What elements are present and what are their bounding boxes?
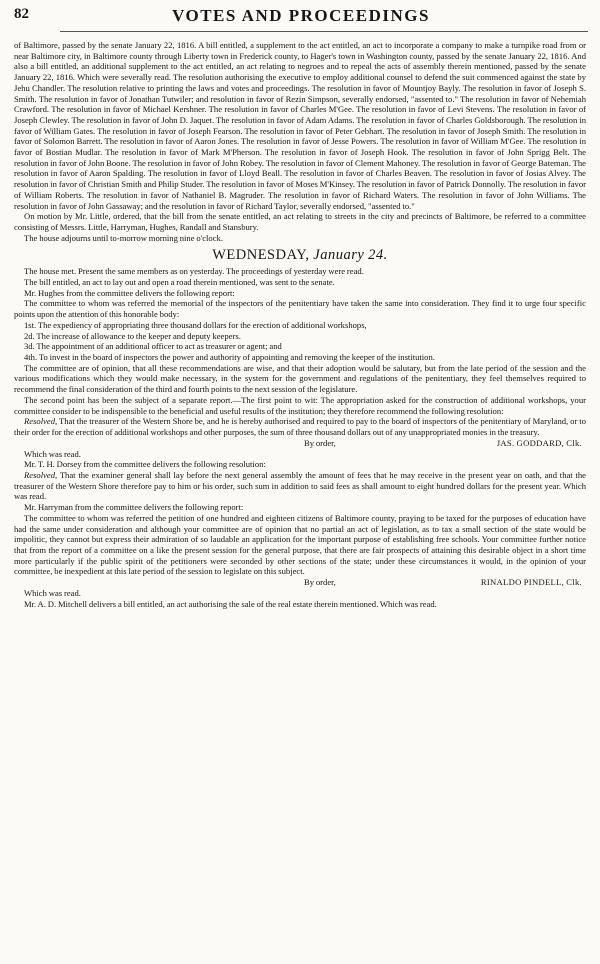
day-heading-day: WEDNESDAY, <box>212 247 310 264</box>
adjournment-line: The house adjourns until to-morrow morning nine o'clock. <box>24 232 223 243</box>
petition-report-paragraph: The committee to whom was referred the petition of one hundred and eighteen citizens of Baltimore county, praying to be taxed for the purposes of education have had the same under consideration and although your committee are of opinion that no partial an act of legislation, as to tax a small section of the state would be impolitic, they cannot but express their admiration of so laudable an application for the important purpose of establishing free schools. Your committee further notice that from the report of a committee on a like the present session for the general purpose, that there are fair prospects of attaining this desirable object in a short time more particularly if the public spirit of the petitioners were seconded by other sections of the state; under these circumstances it would, in the opinion of your committee, be inexpedient at this late period of the session to legislate on this subject. <box>14 512 586 577</box>
opening-paragraph: of Baltimore, passed by the senate January 22, 1816. A bill entitled, a supplement to the act entitled, an act to incorporate a company to make a turnpike road from or near Baltimore city, in Baltimore county through Liberty town in Frederick county, to Hager's town in Washington county, passed by the senate January 22, 1816. And also a bill entitled, an additional supplement to the act entitled, an act relating to negroes and to repeal the acts of assembly therein mentioned, passed by the senate January 22, 1816. Which were severally read. The resolution authorising the executive to employ additional counsel to defend the suit commenced against the state by Jehu Chandler. The resolution relative to printing the laws and votes and proceedings. The resolution in favor of Mountjoy Bayly. The resolution in favor of Joseph S. Smith. The resolution in favor of Jonathan Tutwiler; and resolution in favor of Rezin Simpson, severally endorsed, "assented to." The resolution in favor of Nehemiah Crawford. The resolution in favor of Michael Kershner. The resolution in favor of Charles M'Gee. The resolution in favor of Levi Stevens. The resolution in favor of Joseph Clewley. The resolution in favor of John D. Jaquet. The resolution in favor of Adam Adams. The resolution in favor of Charles Goldsborough. The resolution in favor of William Gates. The resolution in favor of Joseph Fearson. The resolution in favor of Peter Gebhart. The resolution in favor of Joseph Smith. The resolution in favor of Solomon Barrett. The resolution in favor of Aaron Jones. The resolution in favor of Jesse Powers. The resolution in favor of William M'Gee. The resolution in favor of Bostian Mudlar. The resolution in favor of Mark M'Pherson. The resolution in favor of Joseph Hook. The resolution in favor of John Sprigg Belt. The resolution in favor of John Boone. The resolution in favor of John Robey. The resolution in favor of Clement Mahoney. The resolution in favor of George Bateman. The resolution in favor of Aaron Spalding. The resolution in favor of Lloyd Beall. The resolution in favor of Charles Beaven. The resolution in favor of Josias Alvey. The resolution in favor of Christian Smith and Philip Studer. The resolution in favor of Moses M'Kinsey. The resolution in favor of Patrick Donnolly. The resolution in favor of William Roberts. The resolution in favor of Nathaniel B. Magruder. The resolution in favor of Richard Waters. The resolution in favor of John Williams. The resolution in favor of John Gassaway; and the resolution in favor of Richard Taylor, severally endorsed, "assented to." <box>14 40 586 211</box>
signature-line <box>14 438 586 449</box>
second-point-paragraph: The second point has been the subject of a separate report.—The first point to wit: The appropriation asked for the construction of additional workshops, your committee consider to be indispensible to the beneficial and useful results of the institution; they therefore recommend the following resolution: <box>14 394 586 416</box>
bill-sent-line: The bill entitled, an act to lay out and open a road therein mentioned, was sent to the senate. <box>24 277 335 288</box>
resolved-text: That the treasurer of the Western Shore be, and he is hereby authorised and required to pay to the board of inspectors of the penitentiary of Maryland, or to their order for the erection of additional workshops and other purposes, the sum of three thousand dollars out of any unappropriated monies in the treasury. <box>14 416 586 437</box>
harryman-intro-line: Mr. Harryman from the committee delivers the following report: <box>24 502 244 513</box>
motion-paragraph: On motion by Mr. Little, ordered, that the bill from the senate entitled, an act relating to streets in the city and precincts of Baltimore, be referred to a committee consisting of Messrs. Little, Harryman, Hughes, Randall and Stansbury. <box>14 211 586 232</box>
resolution-paragraph <box>14 470 586 502</box>
resolved-label: Resolved, <box>24 470 58 481</box>
dorsey-intro-line: Mr. T. H. Dorsey from the committee delivers the following resolution: <box>24 459 266 470</box>
which-was-read: Which was read. <box>24 588 81 599</box>
point-item: 1st. The expediency of appropriating three thousand dollars for the erection of additional workshops, <box>24 319 367 330</box>
mitchell-bill-line: Mr. A. D. Mitchell delivers a bill entitled, an act authorising the sale of the real estate therein mentioned. Which was read. <box>24 598 437 609</box>
running-title: VOTES AND PROCEEDINGS <box>172 6 430 25</box>
point-item: 2d. The increase of allowance to the keeper and deputy keepers. <box>24 330 241 341</box>
clerk-signature: JAS. GODDARD, Clk. <box>496 437 582 448</box>
day-heading-date: January 24. <box>313 247 388 264</box>
clerk-signature: RINALDO PINDELL, Clk. <box>480 577 582 588</box>
page-number: 82 <box>14 6 29 22</box>
resolved-label: Resolved, <box>24 416 58 427</box>
point-item: 4th. To invest in the board of inspectors the power and authority of appointing and removing the keeper of the institution. <box>24 351 435 362</box>
resolved-text: That the examiner general shall lay before the next general assembly the amount of fees that he may receive in the present year on oath, and that the treasurer of the Western Shore therefore pay to him or his order, such sum in addition to said fees as shall amount to eight hundred dollars for the present year. Which was read. <box>14 470 586 502</box>
page-header <box>14 6 588 28</box>
point-item: 3d. The appointment of an additional officer to act as treasurer or agent; and <box>24 341 282 352</box>
resolution-paragraph <box>14 416 586 437</box>
house-met-line: The house met. Present the same members as on yesterday. The proceedings of yesterday were read. <box>24 266 364 277</box>
opinion-paragraph: The committee are of opinion, that all these recommendations are wise, and that their adoption would be salutary, but from the late period of the session and the various modifications which they would make necessary, in the system for the government and regulations of the penitentiary, they feel themselves required to recommend the final consideration of the third and fourth points to the next session of the legislature. <box>14 362 586 395</box>
day-heading <box>14 247 586 263</box>
header-rule <box>60 31 588 32</box>
body-text <box>14 40 586 609</box>
by-order: By order, <box>304 577 336 588</box>
by-order: By order, <box>304 437 336 448</box>
report-intro-line: Mr. Hughes from the committee delivers the following report: <box>24 287 235 298</box>
signature-line <box>14 577 586 588</box>
which-was-read: Which was read. <box>24 448 81 459</box>
report-paragraph: The committee to whom was referred the memorial of the inspectors of the penitentiary have taken the same into consideration. They find it to urge four specific points upon the attention of this honorable body: <box>14 298 586 320</box>
